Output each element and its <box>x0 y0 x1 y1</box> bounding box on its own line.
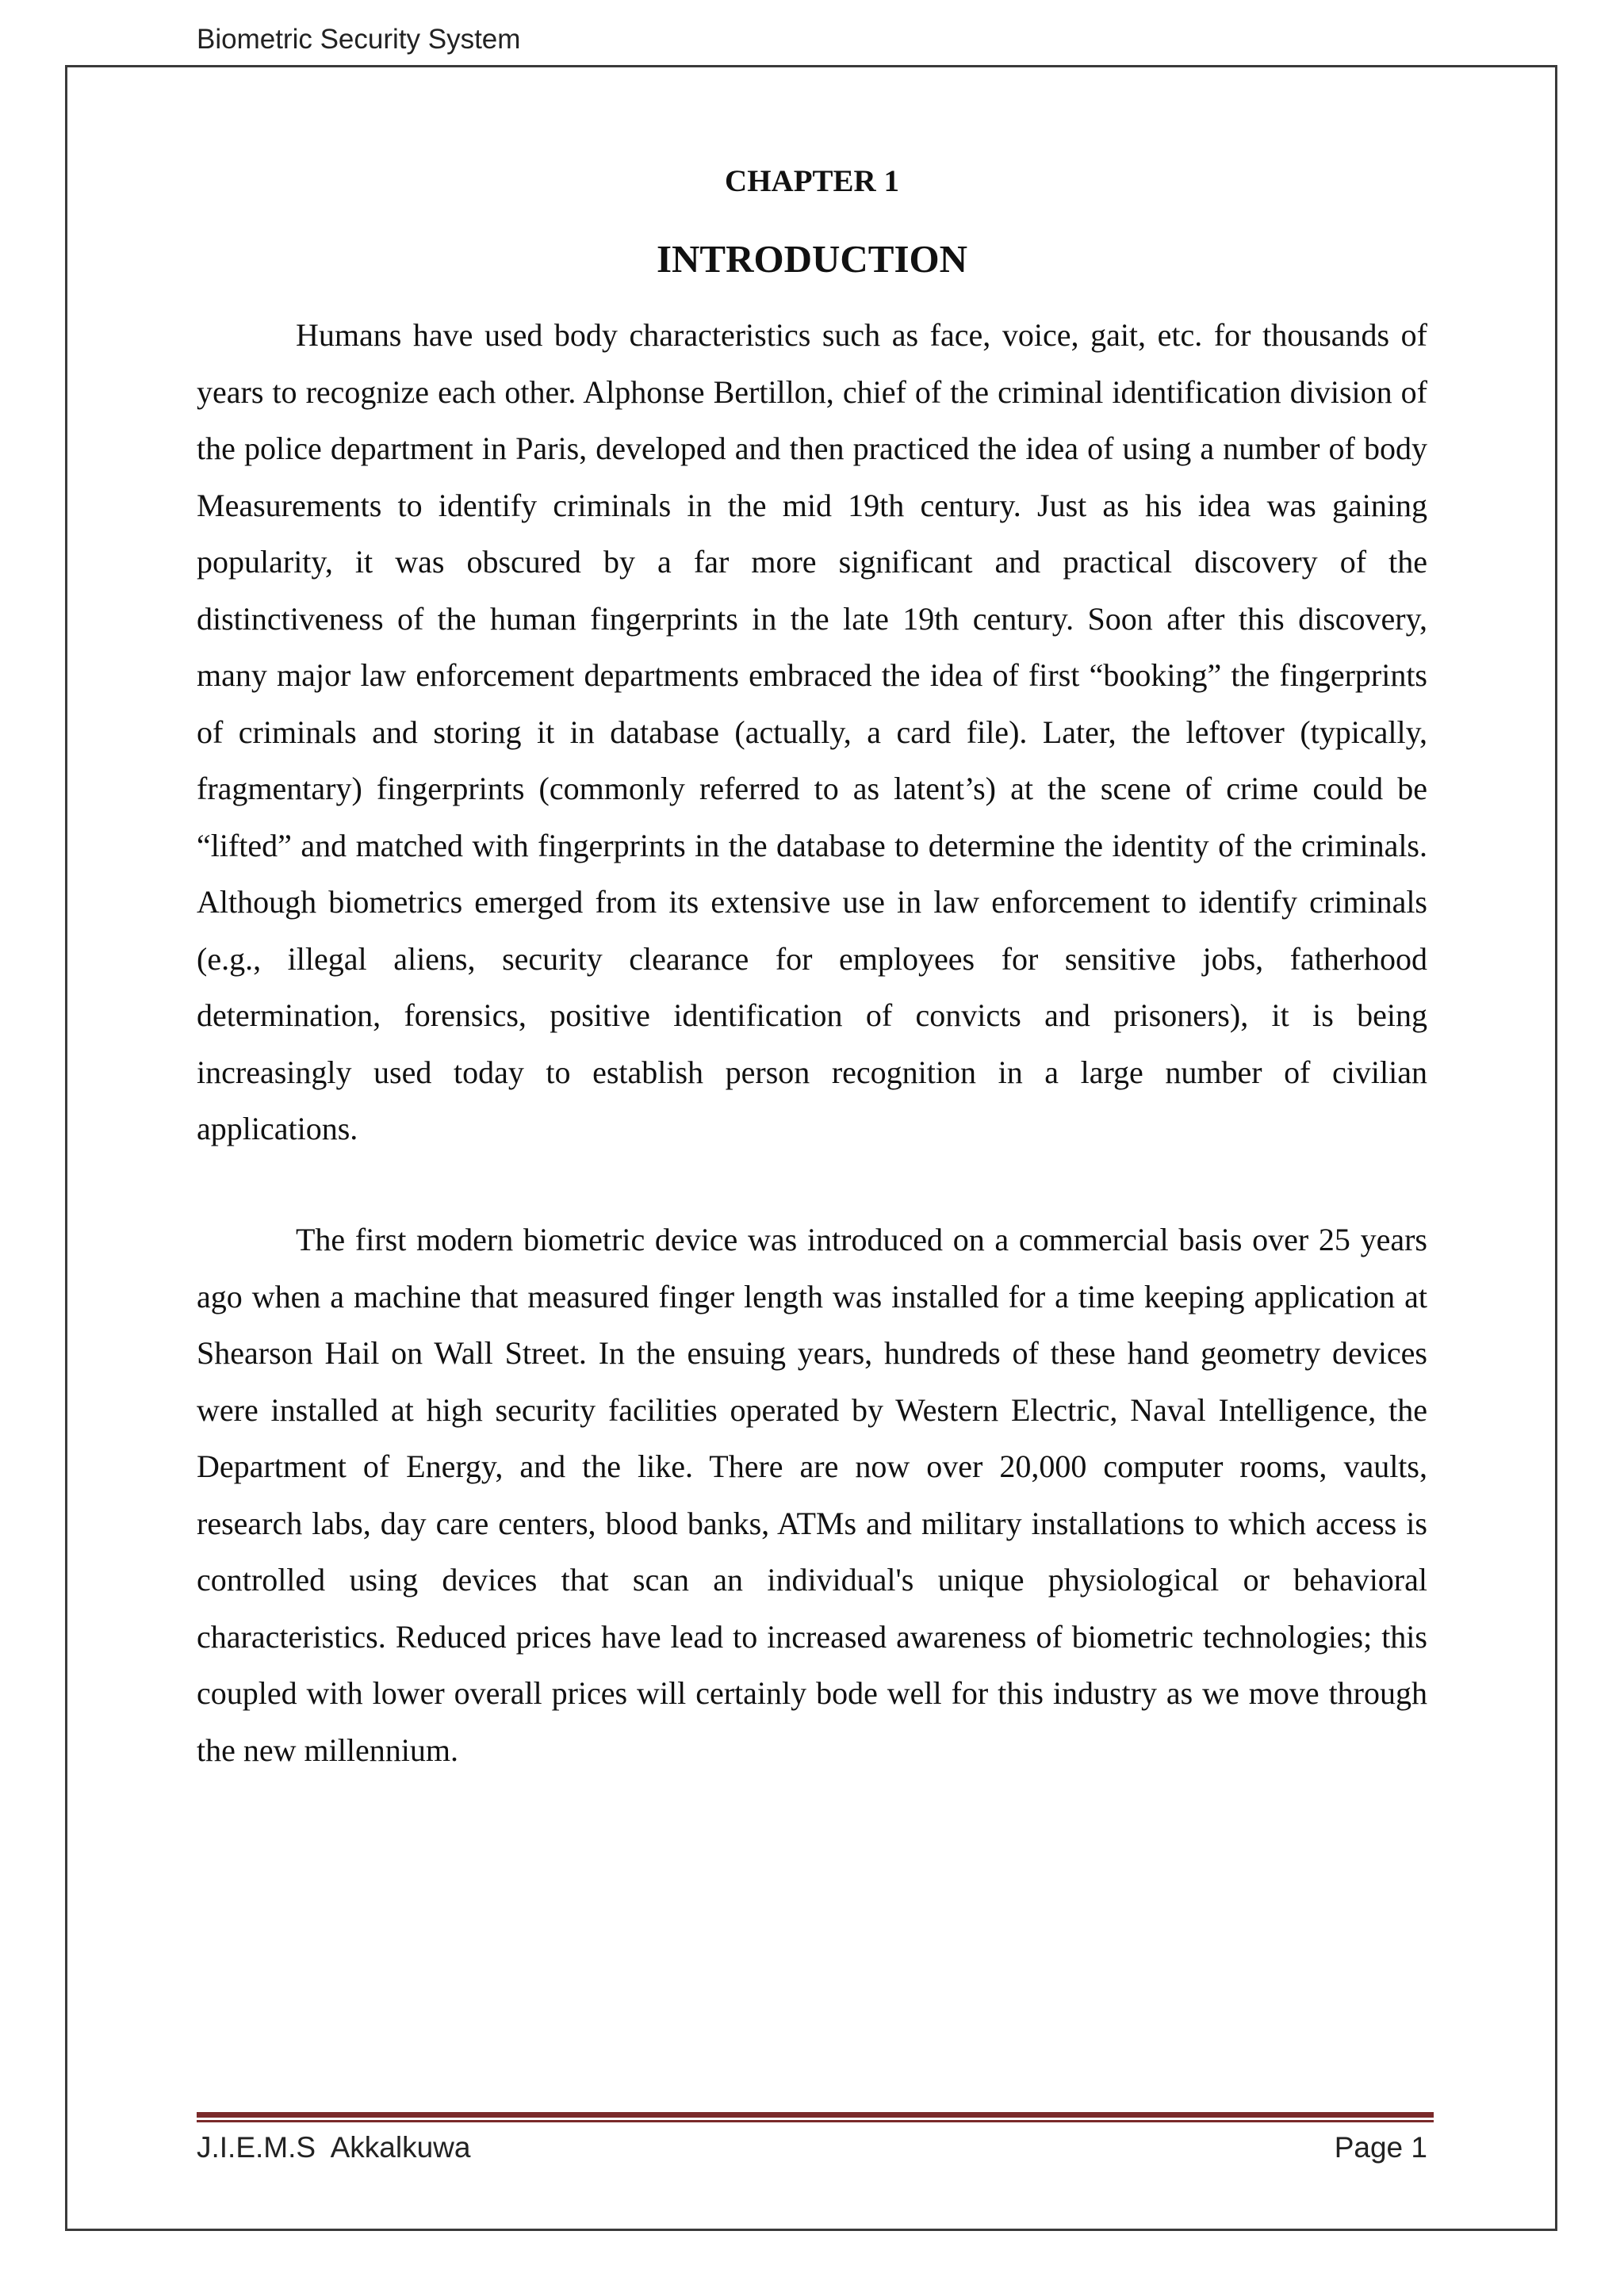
footer-institution: J.I.E.M.S Akkalkuwa <box>197 2131 471 2164</box>
chapter-label: CHAPTER 1 <box>725 164 899 198</box>
footer-rule <box>197 2112 1434 2122</box>
footer-rule-thick <box>197 2112 1434 2118</box>
body-paragraph: Humans have used body characteristics such as face, voice, gait, etc. for thousands of years to recognize each other. Alphonse Bertillon, chief of the criminal identification division of the police department in Paris, developed and then practiced the idea of using a number of body Measurements to identify criminals in the mid 19th century. Just as his idea was gaining popularity, it was obscured by a far more significant and practical discovery of the distinctiveness of the human fingerprints in the late 19th century. Soon after this discovery, many major law enforcement departments embraced the idea of first “booking” the fingerprints of criminals and storing it in database (actually, a card file). Later, the leftover (typically, fragmentary) fingerprints (commonly referred to as latent’s) at the scene of crime could be “lifted” and matched with fingerprints in the database to determine the identity of the criminals. Although biometrics emerged from its extensive use in law enforcement to identify criminals (e.g., illegal aliens, security clearance for employees for sensitive jobs, fatherhood determination, forensics, positive identification of convicts and prisoners), it is being increasingly used today to establish person recognition in a large number of civilian applications. <box>197 317 1427 1146</box>
chapter-title: INTRODUCTION <box>656 237 968 281</box>
running-header: Biometric Security System <box>197 24 521 55</box>
footer-rule-thin <box>197 2120 1434 2122</box>
page-number: Page 1 <box>1334 2131 1427 2164</box>
body-paragraph: The first modern biometric device was introduced on a commercial basis over 25 years ago when a machine that measured finger length was installed for a time keeping application at Shearson Hail on Wall Street. In the ensuing years, hundreds of these hand geometry devices were installed at high security facilities operated by Western Electric, Naval Intelligence, the Department of Energy, and the like. There are now over 20,000 computer rooms, vaults, research labs, day care centers, blood banks, ATMs and military installations to which access is controlled using devices that scan an individual's unique physiological or behavioral characteristics. Reduced prices have lead to increased awareness of biometric technologies; this coupled with lower overall prices will certainly bode well for this industry as we move through the new millennium. <box>197 1222 1427 1768</box>
